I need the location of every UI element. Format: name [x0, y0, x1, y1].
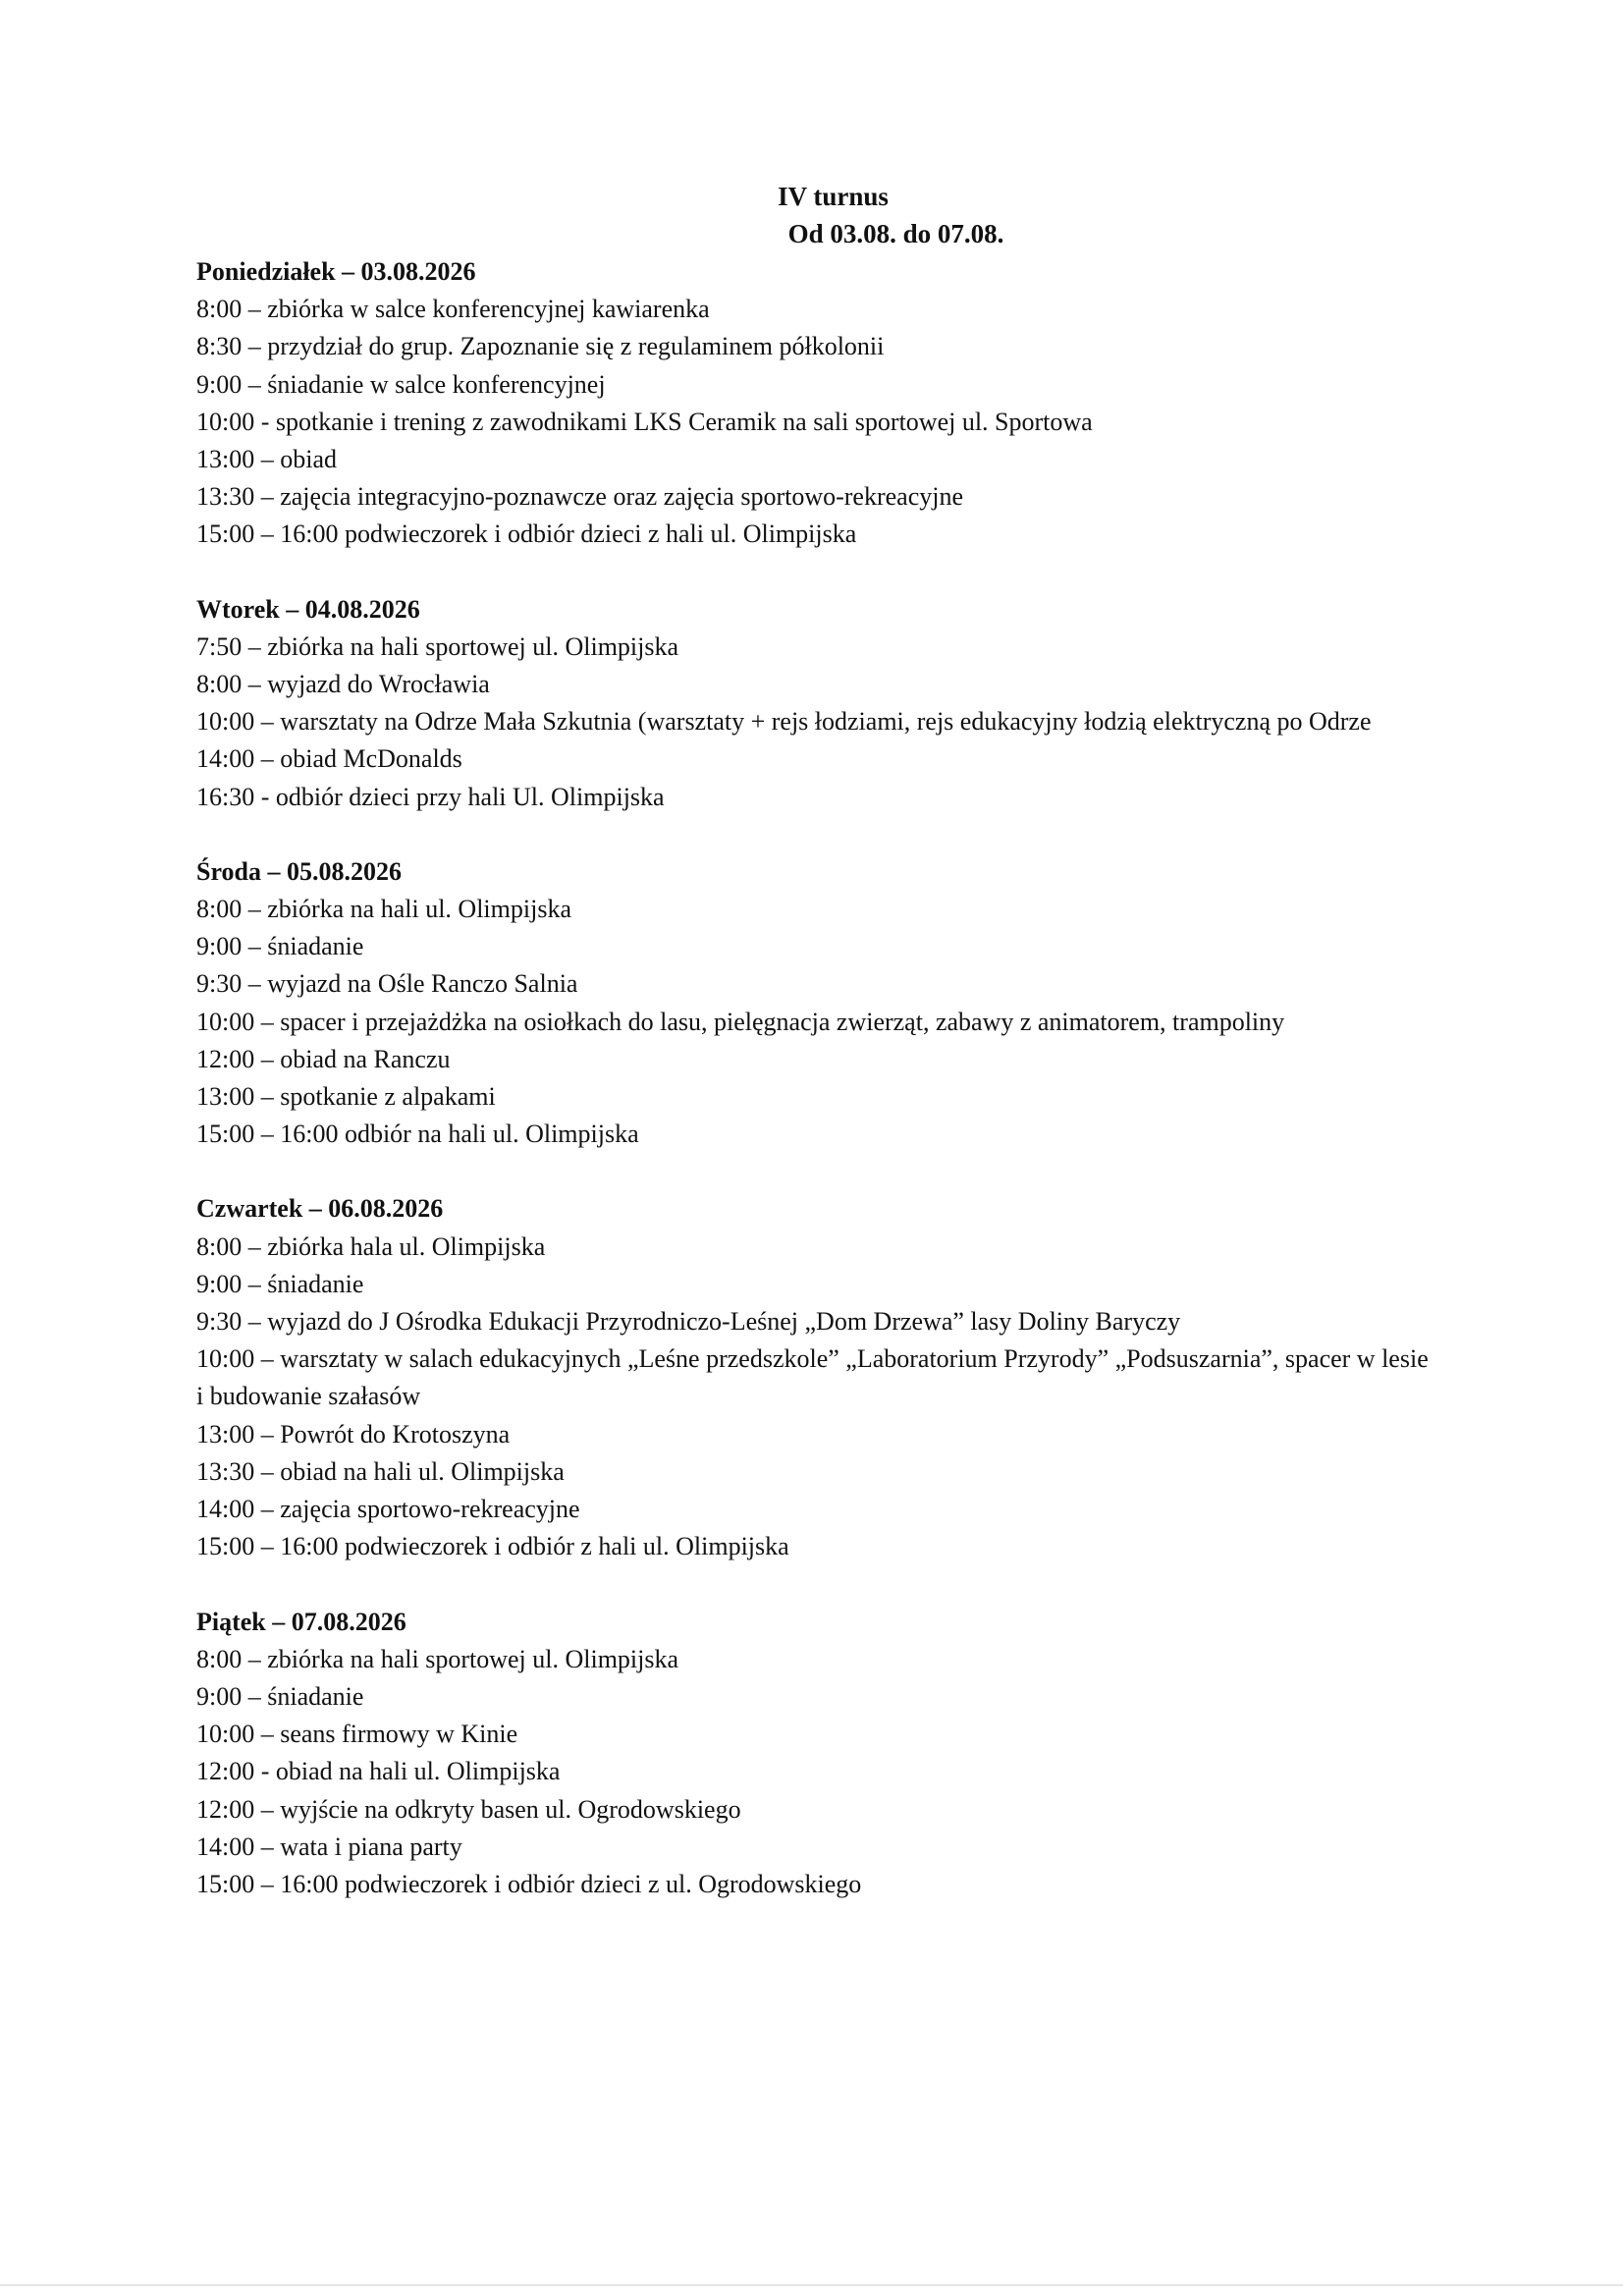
document-date-range: Od 03.08. do 07.08.: [787, 219, 1004, 248]
day-heading: Poniedziałek – 03.08.2026: [196, 257, 476, 286]
schedule-entry: 15:00 – 16:00 podwieczorek i odbiór dzieci z ul. Ogrodowskiego: [196, 1869, 862, 1898]
schedule-entry: 10:00 – warsztaty na Odrze Mała Szkutnia (warsztaty + rejs łodziami, rejs edukacyjny łodzią elektryczną po Odrze: [196, 707, 1372, 737]
schedule-entry: 8:00 – zbiórka hala ul. Olimpijska: [196, 1231, 546, 1261]
schedule-entry: 13:30 – zajęcia integracyjno-poznawcze oraz zajęcia sportowo-rekreacyjne: [196, 482, 964, 512]
schedule-entry: 15:00 – 16:00 odbiór na hali ul. Olimpijska: [196, 1120, 639, 1149]
schedule-entry: 10:00 – warsztaty w salach edukacyjnych „Leśne przedszkole” „Laboratorium Przyrody” „Podsuszarnia”, spacer w lesie i budowanie szałasów: [196, 1344, 1429, 1411]
schedule-entry: 12:00 – wyjście na odkryty basen ul. Ogrodowskiego: [196, 1794, 741, 1824]
schedule-entry: 8:00 – zbiórka na hali ul. Olimpijska: [196, 895, 571, 924]
schedule-entry: 15:00 – 16:00 podwieczorek i odbiór dzieci z hali ul. Olimpijska: [196, 519, 857, 549]
day-section-monday: [196, 253, 1434, 554]
schedule-entry: 13:30 – obiad na hali ul. Olimpijska: [196, 1456, 565, 1486]
schedule-entry: 8:00 – zbiórka na hali sportowej ul. Olimpijska: [196, 1644, 679, 1673]
schedule-entry: 12:00 – obiad na Ranczu: [196, 1044, 451, 1073]
schedule-entry: 9:00 – śniadanie: [196, 1269, 364, 1298]
schedule-entry: 13:00 – obiad: [196, 445, 337, 474]
day-heading: Środa – 05.08.2026: [196, 856, 402, 886]
day-section-thursday: [196, 1190, 1434, 1565]
day-heading: Piątek – 07.08.2026: [196, 1607, 406, 1636]
day-section-friday: [196, 1604, 1434, 1904]
schedule-entry: 14:00 – wata i piana party: [196, 1831, 462, 1861]
schedule-entry: 13:00 – spotkanie z alpakami: [196, 1082, 496, 1112]
schedule-entry: 9:00 – śniadanie w salce konferencyjnej: [196, 369, 606, 399]
schedule-entry: 16:30 - odbiór dzieci przy hali Ul. Olimpijska: [196, 782, 665, 811]
scan-edge-line: [0, 2284, 1623, 2286]
document-title: IV turnus: [778, 182, 889, 211]
schedule-entry: 9:30 – wyjazd do J Ośrodka Edukacji Przyrodniczo-Leśnej „Dom Drzewa” lasy Doliny Baryczy: [196, 1307, 1181, 1337]
schedule-entry: 10:00 - spotkanie i trening z zawodnikami LKS Ceramik na sali sportowej ul. Sportowa: [196, 407, 1093, 436]
schedule-entry: 9:00 – śniadanie: [196, 1681, 364, 1711]
schedule-entry: 12:00 - obiad na hali ul. Olimpijska: [196, 1757, 561, 1786]
schedule-entry: 8:00 – zbiórka w salce konferencyjnej kawiarenka: [196, 295, 710, 324]
day-heading: Wtorek – 04.08.2026: [196, 594, 420, 624]
schedule-entry: 10:00 – seans firmowy w Kinie: [196, 1720, 518, 1749]
schedule-entry: 9:00 – śniadanie: [196, 932, 364, 961]
day-section-wednesday: [196, 853, 1434, 1154]
schedule-entry: 8:30 – przydział do grup. Zapoznanie się z regulaminem półkolonii: [196, 332, 885, 361]
schedule: [196, 253, 1434, 1941]
schedule-entry: 7:50 – zbiórka na hali sportowej ul. Olimpijska: [196, 631, 679, 661]
day-section-tuesday: [196, 591, 1434, 816]
day-heading: Czwartek – 06.08.2026: [196, 1194, 444, 1224]
schedule-entry: 13:00 – Powrót do Krotoszyna: [196, 1419, 511, 1449]
schedule-entry: 8:00 – wyjazd do Wrocławia: [196, 670, 490, 699]
schedule-entry: 14:00 – zajęcia sportowo-rekreacyjne: [196, 1495, 580, 1524]
schedule-entry: 9:30 – wyjazd na Ośle Ranczo Salnia: [196, 969, 578, 999]
schedule-entry: 10:00 – spacer i przejażdżka na osiołkach do lasu, pielęgnacja zwierząt, zabawy z animatorem, trampoliny: [196, 1007, 1285, 1036]
schedule-entry: 15:00 – 16:00 podwieczorek i odbiór z hali ul. Olimpijska: [196, 1532, 789, 1561]
schedule-entry: 14:00 – obiad McDonalds: [196, 744, 462, 774]
